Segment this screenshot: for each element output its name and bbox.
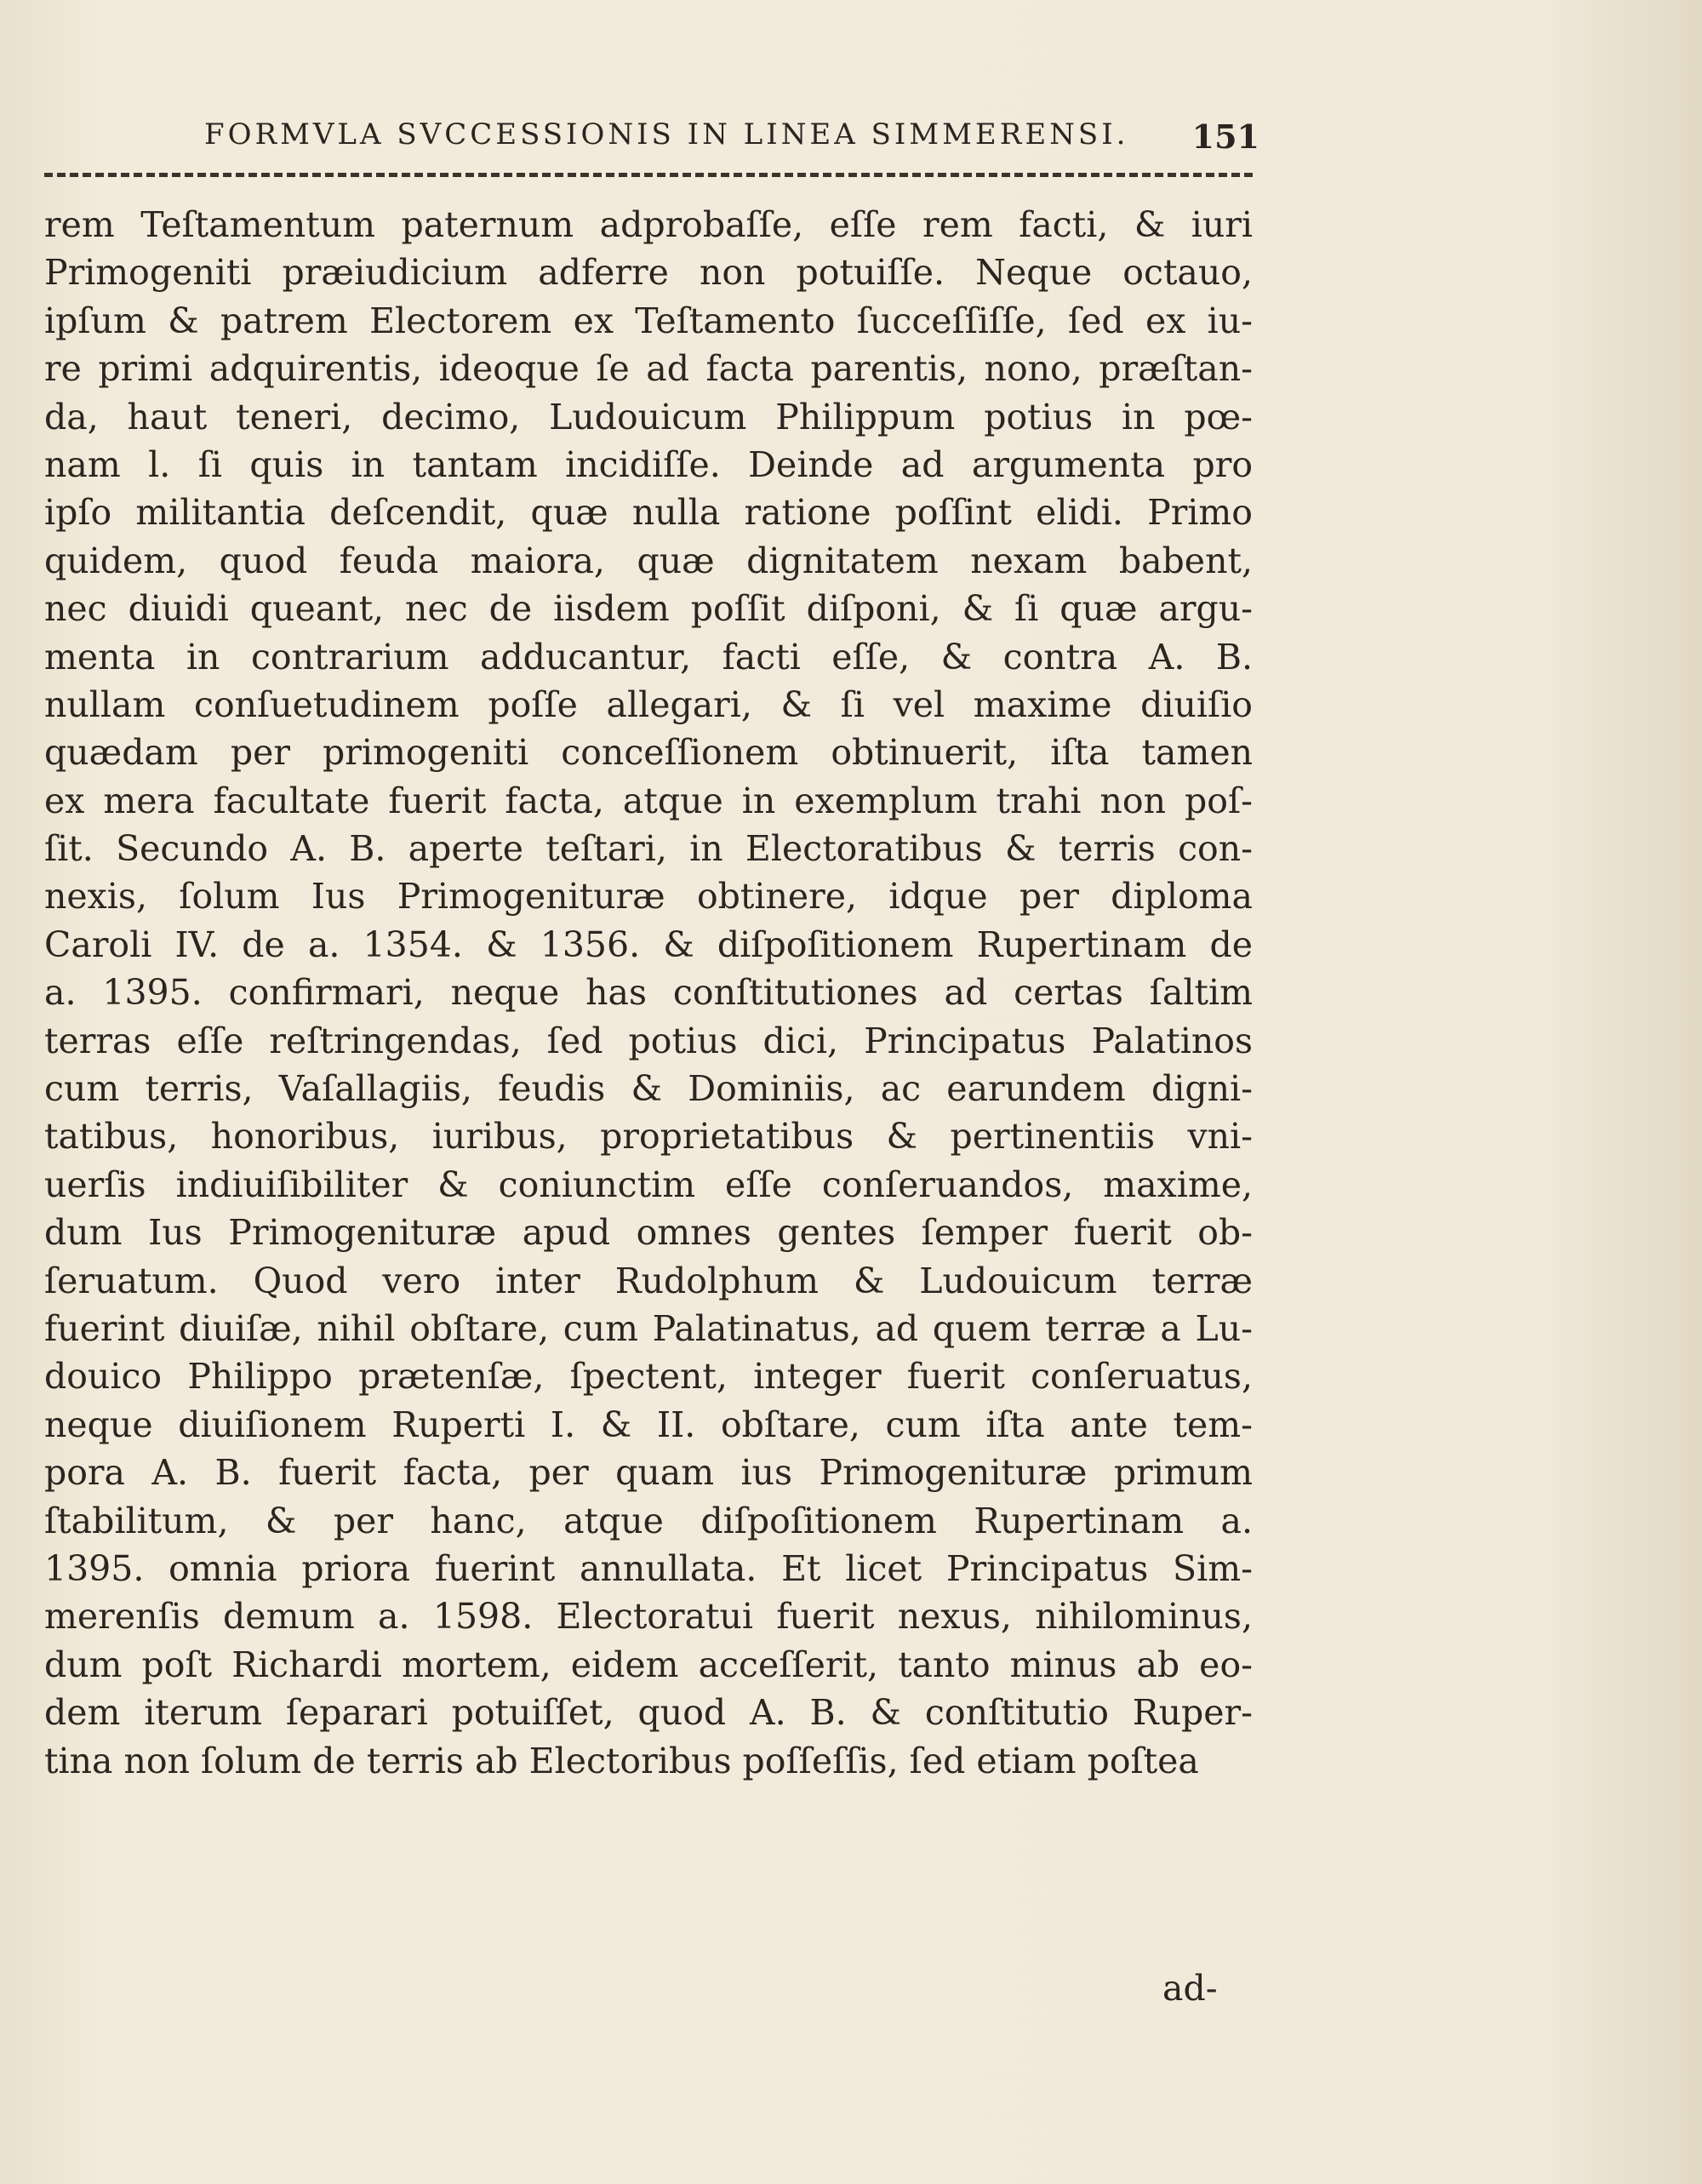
- text-line: ſtabilitum, & per hanc, atque diſpoſitionem Rupertinam a.: [44, 1500, 1253, 1541]
- text-line: tina non ſolum de terris ab Electoribus poſſeſſis, ſed etiam poſtea: [44, 1740, 1199, 1781]
- text-line: nec diuidi queant, nec de iisdem poſſit diſponi, & ſi quæ argu-: [44, 588, 1253, 630]
- text-line: ſeruatum. Quod vero inter Rudolphum & Ludouicum terræ: [44, 1260, 1253, 1301]
- text-line: nullam conſuetudinem poſſe allegari, & ſi vel maxime diuiſio: [44, 683, 1253, 725]
- catchword: ad-: [1162, 1968, 1218, 2009]
- text-line: quidem, quod feuda maiora, quæ dignitatem nexam babent,: [44, 540, 1253, 581]
- text-line: da, haut teneri, decimo, Ludouicum Philippum potius in pœ-: [44, 396, 1253, 437]
- text-line: nam l. ſi quis in tantam incidiſſe. Deinde ad argumenta pro: [44, 443, 1253, 485]
- text-line: 1395. omnia priora fuerint annullata. Et licet Principatus Sim-: [44, 1547, 1253, 1589]
- text-line: douico Philippo prætenſæ, ſpectent, integer fuerit conſeruatus,: [44, 1356, 1253, 1398]
- text-line: ipſum & patrem Electorem ex Teſtamento ſucceſſiſſe, ſed ex iu-: [44, 300, 1253, 341]
- text-line: Primogeniti præiudicium adferre non potuiſſe. Neque octauo,: [44, 252, 1253, 294]
- running-head: FORMVLA SVCCESSIONIS IN LINEA SIMMERENSI.: [204, 117, 1129, 152]
- text-line: pora A. B. fuerit facta, per quam ius Primogenituræ primum: [44, 1452, 1253, 1494]
- text-line: dem iterum ſeparari potuiſſet, quod A. B. & conſtitutio Ruper-: [44, 1692, 1253, 1734]
- page-number: 151: [1191, 117, 1259, 156]
- text-line: rem Teſtamentum paternum adprobaſſe, eſſe rem facti, & iuri: [44, 204, 1253, 245]
- text-line: neque diuiſionem Ruperti I. & II. obſtare, cum iſta ante tem-: [44, 1404, 1253, 1445]
- text-line: menta in contrarium adducantur, facti eſſe, & contra A. B.: [44, 636, 1253, 677]
- text-line: dum Ius Primogenituræ apud omnes gentes ſemper fuerit ob-: [44, 1212, 1253, 1254]
- text-line: terras eſſe reſtringendas, ſed potius dici, Principatus Palatinos: [44, 1020, 1253, 1061]
- text-line: re primi adquirentis, ideoque ſe ad facta parentis, nono, præſtan-: [44, 348, 1253, 390]
- text-line: tatibus, honoribus, iuribus, proprietatibus & pertinentiis vni-: [44, 1116, 1253, 1158]
- text-line: dum poſt Richardi mortem, eidem acceſſerit, tanto minus ab eo-: [44, 1644, 1253, 1685]
- page-header: [204, 117, 1259, 169]
- text-line: nexis, ſolum Ius Primogenituræ obtinere, idque per diploma: [44, 876, 1253, 918]
- text-line: cum terris, Vaſallagiis, feudis & Dominiis, ac earundem digni-: [44, 1068, 1253, 1110]
- text-line: ſit. Secundo A. B. aperte teſtari, in Electoratibus & terris con-: [44, 828, 1253, 870]
- text-line: quædam per primogeniti conceſſionem obtinuerit, iſta tamen: [44, 732, 1253, 774]
- text-line: fuerint diuiſæ, nihil obſtare, cum Palatinatus, ad quem terræ a Lu-: [44, 1307, 1253, 1349]
- header-rule: [44, 173, 1253, 177]
- text-line: uerſis indiuiſibiliter & coniunctim eſſe conſeruandos, maxime,: [44, 1163, 1253, 1205]
- text-line: Caroli IV. de a. 1354. & 1356. & diſpoſitionem Rupertinam de: [44, 923, 1253, 965]
- body-text: [44, 201, 1253, 1785]
- text-line: ex mera facultate fuerit facta, atque in exemplum trahi non poſ-: [44, 780, 1253, 821]
- text-line: merenſis demum a. 1598. Electoratui fuerit nexus, nihilominus,: [44, 1596, 1253, 1638]
- text-line: ipſo militantia deſcendit, quæ nulla ratione poſſint elidi. Primo: [44, 492, 1253, 534]
- text-line: a. 1395. confirmari, neque has conſtitutiones ad certas ſaltim: [44, 972, 1253, 1014]
